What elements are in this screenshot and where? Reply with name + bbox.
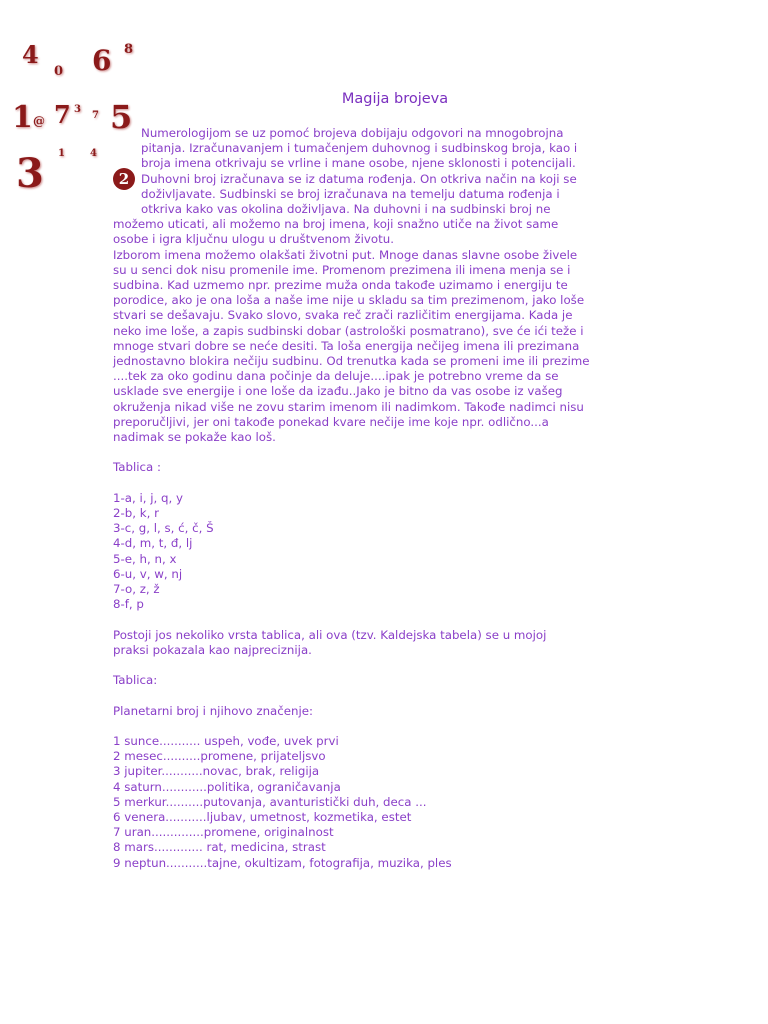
- letter-table: [113, 491, 653, 613]
- decor-number: 5: [110, 98, 133, 136]
- decor-number: 8: [124, 42, 134, 57]
- text-line: Duhovni broj izračunava se iz datuma rođenja. On otkriva način na koji se: [141, 171, 577, 186]
- list-item: 4-d, m, t, đ, lj: [113, 536, 193, 551]
- list-item: 2-b, k, r: [113, 506, 159, 521]
- list-item: 1-a, i, j, q, y: [113, 490, 184, 505]
- list-item: 6 venera...........ljubav, umetnost, kozmetika, estet: [113, 810, 412, 825]
- text-line: jednostavno blokira nečiju sudbinu. Od trenutka kada se promeni ime ili prezime: [113, 354, 590, 369]
- list-item: 2 mesec..........promene, prijateljsvo: [113, 749, 326, 764]
- text-line: osobe i igra ključnu ulogu u društvenom životu.: [113, 232, 394, 247]
- text-line: neko ime loše, a zapis sudbinski dobar (astrološki posmatrano), sve će ići teže i: [113, 323, 584, 338]
- page-title: Magija brojeva: [341, 91, 449, 107]
- note-paragraph: [113, 628, 653, 658]
- text-line: nadimak se pokaže kao loš.: [113, 430, 276, 445]
- list-item: 6-u, v, w, nj: [113, 566, 183, 581]
- text-line: Numerologijom se uz pomoć brojeva dobijaju odgovori na mnogobrojna: [141, 126, 564, 140]
- decor-number-circle: 2: [113, 168, 135, 190]
- body-paragraph: [113, 217, 653, 445]
- text-line: broja imena otkrivaju se vrline i mane osobe, njene sklonosti i potencijali.: [141, 156, 576, 171]
- text-line: doživljavate. Sudbinski se broj izračunava na temelju datuma rođenja i: [141, 186, 560, 201]
- decor-number: 7: [54, 100, 71, 129]
- text-line: stvari se dešavaju. Svako slovo, svaka reč zrači različitim energijama. Kada je: [113, 308, 573, 323]
- text-line: okruženja nikad više ne zovu starim imenom ili nadimkom. Takođe nadimci nisu: [113, 399, 584, 414]
- text-line: sudbina. Kad uzmemo npr. prezime muža onda takođe uzimamo i energiju te: [113, 278, 568, 293]
- text-line: praksi pokazala kao najpreciznija.: [113, 642, 312, 657]
- text-line: možemo uticati, ali možemo na broj imena, koji snažno utiče na život same: [113, 217, 559, 232]
- decor-number: @: [33, 114, 45, 128]
- tablica-label: Tablica :: [113, 460, 161, 475]
- text-line: ....tek za oko godinu dana počinje da deluje....ipak je potrebno vreme da se: [113, 369, 559, 384]
- planet-list: [113, 734, 653, 871]
- list-item: 8-f, p: [113, 597, 144, 612]
- text-line: Izborom imena možemo olakšati životni put. Mnoge danas slavne osobe živele: [113, 247, 578, 262]
- tablica2-label: Tablica:: [113, 673, 158, 688]
- text-line: pitanja. Izračunavanjem i tumačenjem duhovnog i sudbinskog broja, kao i: [141, 141, 578, 156]
- intro-paragraph: [113, 126, 653, 217]
- decor-number: 3: [16, 150, 44, 197]
- decor-number: 6: [92, 44, 112, 77]
- list-item: 5-e, h, n, x: [113, 551, 177, 566]
- decor-number: 3: [74, 104, 81, 115]
- text-line: usklade sve energije i one loše da izađu..Jako je bitno da vas osobe iz vašeg: [113, 384, 563, 399]
- list-item: 7 uran..............promene, originalnost: [113, 825, 334, 840]
- list-item: 9 neptun...........tajne, okultizam, fotografija, muzika, ples: [113, 855, 452, 870]
- text-line: porodice, ako je ona loša a naše ime nije u skladu sa tim prezimenom, jako loše: [113, 293, 585, 308]
- decor-number: 1: [12, 100, 33, 135]
- text-line: su u senci dok nisu promenile ime. Promenom prezimena ili imena menja se i: [113, 262, 571, 277]
- decor-number: 0: [54, 64, 64, 79]
- document-body: [113, 126, 653, 871]
- list-item: 1 sunce........... uspeh, vođe, uvek prvi: [113, 734, 339, 749]
- decor-number: 1: [58, 148, 65, 159]
- list-item: 7-o, z, ž: [113, 582, 160, 597]
- decor-number: 4: [22, 40, 39, 69]
- decor-number: 7: [92, 110, 99, 121]
- text-line: preporučljivi, jer oni takođe ponekad kvare nečije ime koje npr. odlično...a: [113, 414, 549, 429]
- list-item: 8 mars............. rat, medicina, strast: [113, 840, 326, 855]
- decor-number: 4: [90, 148, 97, 159]
- planet-heading: Planetarni broj i njihovo značenje:: [113, 703, 314, 718]
- list-item: 5 merkur..........putovanja, avanturistički duh, deca ...: [113, 794, 427, 809]
- text-line: Postoji jos nekoliko vrsta tablica, ali ova (tzv. Kaldejska tabela) se u mojoj: [113, 627, 547, 642]
- list-item: 3-c, g, l, s, ć, č, Š: [113, 521, 214, 536]
- list-item: 4 saturn............politika, ograničavanja: [113, 779, 341, 794]
- list-item: 3 jupiter...........novac, brak, religija: [113, 764, 320, 779]
- text-line: otkriva kako vas okolina doživljava. Na duhovni i na sudbinski broj ne: [141, 202, 551, 217]
- text-line: mnoge stvari dobre se neće desiti. Ta loša energija nečijeg imena ili prezimana: [113, 338, 580, 353]
